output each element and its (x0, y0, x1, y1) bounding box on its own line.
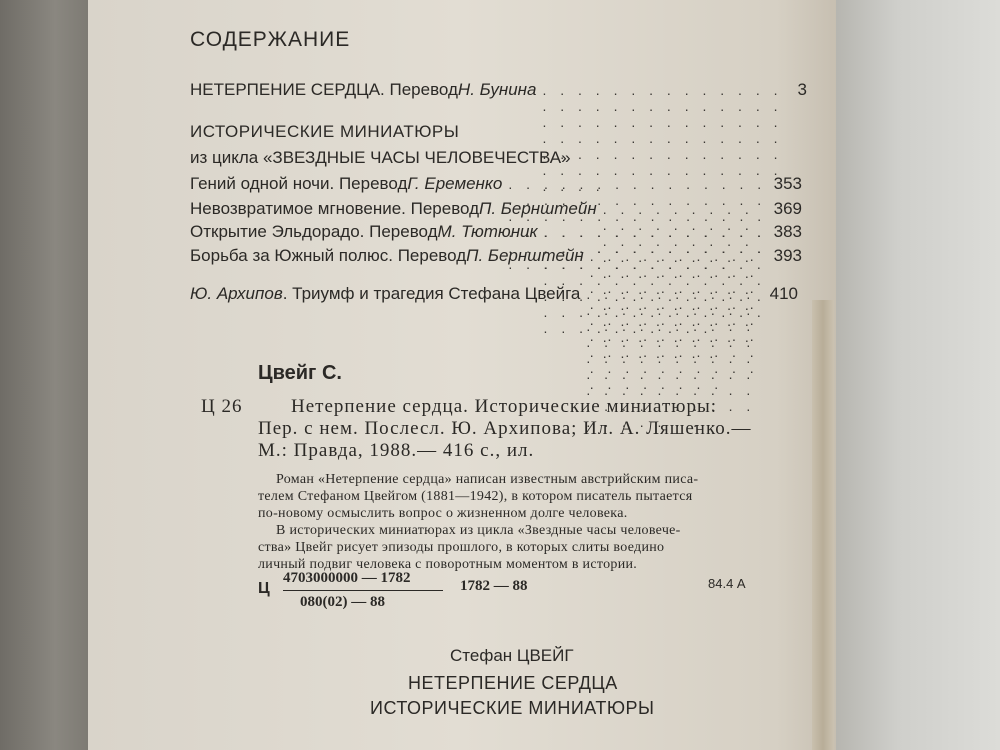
toc-item (190, 199, 802, 221)
toc-item-page: 393 (773, 246, 802, 265)
background-left (0, 0, 92, 750)
toc-entry-main (190, 80, 807, 102)
titlepage-author: Стефан ЦВЕЙГ (450, 646, 574, 665)
toc-item-translator: Г. Еременко (407, 174, 503, 193)
toc-item-page: 353 (773, 174, 802, 193)
section-subtitle: из цикла «ЗВЕЗДНЫЕ ЧАСЫ ЧЕЛОВЕЧЕСТВА» (190, 148, 571, 167)
classification-code: 84.4 А (708, 576, 746, 591)
contents-heading: СОДЕРЖАНИЕ (190, 28, 351, 51)
bib-line: Пер. с нем. Послесл. Ю. Архипова; Ил. А. Ляшенко.— (258, 418, 752, 439)
toc-item-title: Открытие Эльдорадо. Перевод (190, 222, 438, 241)
bib-line: Нетерпение сердца. Исторические миниатюры: (291, 396, 717, 417)
annotation-line: ства» Цвейг рисует эпизоды прошлого, в которых слиты воедино (258, 540, 665, 555)
index-letter: Ц (258, 580, 270, 597)
titlepage-title1: НЕТЕРПЕНИЕ СЕРДЦА (408, 673, 618, 693)
book-page (88, 0, 836, 750)
toc-item-translator: П. Бернштейн (466, 246, 584, 265)
toc-afterword (190, 284, 798, 306)
toc-item (190, 174, 802, 196)
afterword-author: Ю. Архипов (190, 284, 283, 303)
afterword-page: 410 (769, 284, 798, 303)
section-title: ИСТОРИЧЕСКИЕ МИНИАТЮРЫ (190, 122, 460, 141)
toc-item (190, 246, 802, 268)
annotation-line: В исторических миниатюрах из цикла «Звездные часы человече- (276, 523, 681, 538)
toc-entry-translator: Н. Бунина (457, 80, 537, 99)
toc-item (190, 222, 802, 244)
titlepage-title2: ИСТОРИЧЕСКИЕ МИНИАТЮРЫ (370, 698, 655, 718)
toc-item-translator: П. Бернштейн (479, 199, 597, 218)
index-suffix: 1782 — 88 (460, 578, 528, 594)
bib-code: Ц 26 (201, 396, 243, 417)
bib-line: М.: Правда, 1988.— 416 с., ил. (258, 440, 535, 461)
toc-entry-page: 3 (797, 80, 807, 99)
index-denominator: 080(02) — 88 (300, 594, 385, 610)
annotation-line: Роман «Нетерпение сердца» написан известным австрийским писа- (276, 472, 699, 487)
toc-item-title: Невозвратимое мгновение. Перевод (190, 199, 480, 218)
afterword-title: . Триумф и трагедия Стефана Цвейга (282, 284, 581, 303)
index-numerator: 4703000000 — 1782 (283, 570, 411, 586)
toc-item-translator: М. Тютюник (437, 222, 538, 241)
toc-item-title: Гений одной ночи. Перевод (190, 174, 408, 193)
page-edge (812, 300, 834, 750)
annotation-line: личный подвиг человека с поворотным моментом в истории. (258, 557, 638, 572)
toc-item-page: 383 (773, 222, 802, 241)
toc-item-page: 369 (773, 199, 802, 218)
annotation-line: телем Стефаном Цвейгом (1881—1942), в котором писатель пытается (258, 489, 693, 504)
fraction-line (283, 590, 443, 591)
background-right (830, 0, 1000, 750)
bib-author: Цвейг С. (258, 362, 342, 384)
toc-item-title: Борьба за Южный полюс. Перевод (190, 246, 467, 265)
toc-entry-title: НЕТЕРПЕНИЕ СЕРДЦА. Перевод (190, 80, 458, 99)
annotation-line: по-новому осмыслить вопрос о жизненном долге человека. (258, 506, 628, 521)
